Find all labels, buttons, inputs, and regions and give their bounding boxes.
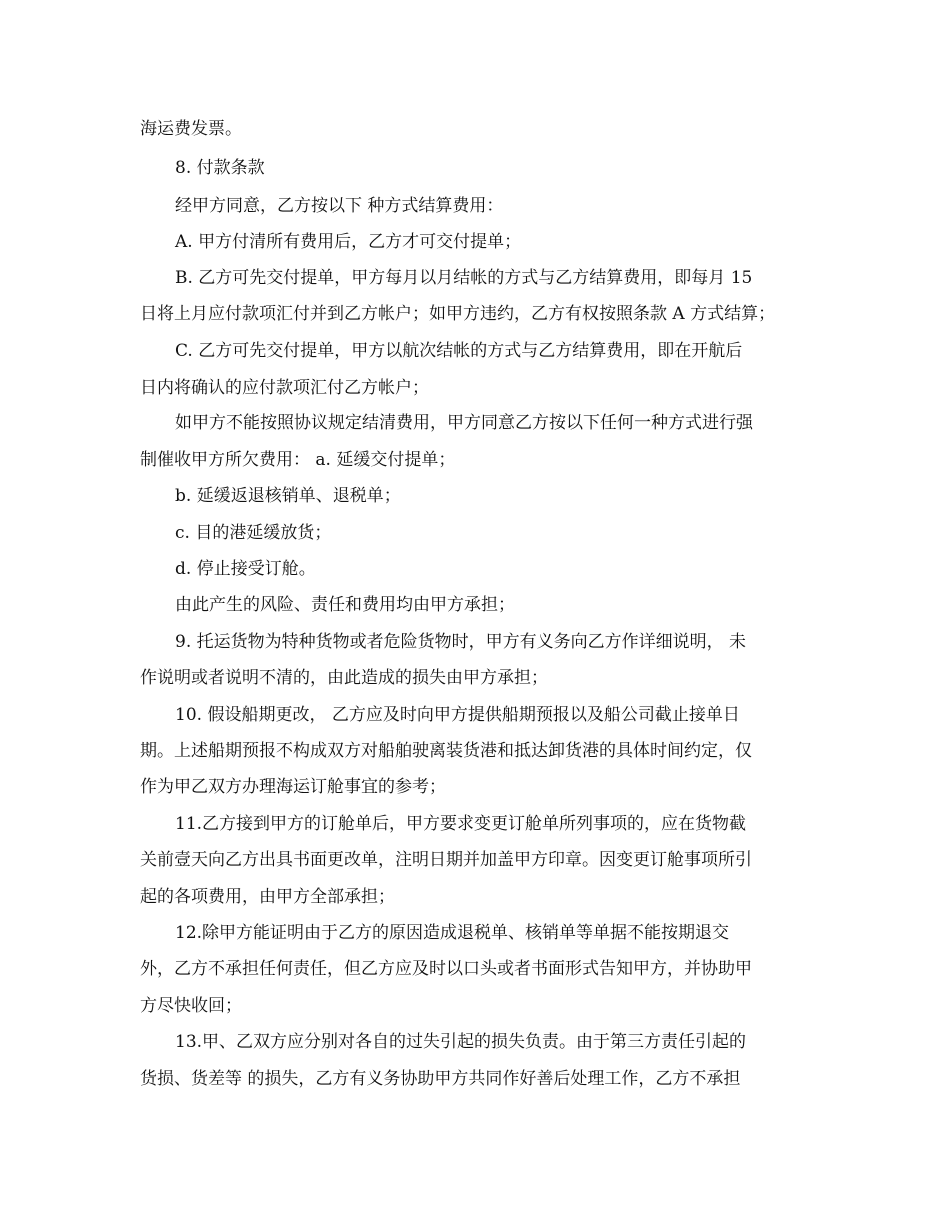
text-line: 日将上月应付款项汇付并到乙方帐户；如甲方违约，乙方有权按照条款 A 方式结算；: [140, 304, 776, 324]
text-line: 经甲方同意，乙方按以下 种方式结算费用：: [175, 196, 504, 216]
text-line: 由此产生的风险、责任和费用均由甲方承担；: [175, 595, 515, 615]
text-line: 10. 假设船期更改， 乙方应及时向甲方提供船期预报以及船公司截止接单日: [175, 705, 740, 725]
text-line: 外，乙方不承担任何责任，但乙方应及时以口头或者书面形式告知甲方，并协助甲: [140, 959, 752, 979]
text-line: 海运费发票。: [140, 119, 242, 139]
text-line: 11.乙方接到甲方的订舱单后，甲方要求变更订舱单所列事项的，应在货物截: [175, 814, 747, 834]
text-line: 9. 托运货物为特种货物或者危险货物时，甲方有义务向乙方作详细说明， 未: [175, 632, 747, 652]
list-item: c. 目的港延缓放货；: [175, 523, 332, 543]
text-line: 期。上述船期预报不构成双方对船舶驶离装货港和抵达卸货港的具体时间约定，仅: [140, 741, 752, 761]
text-line: 制催收甲方所欠费用： a. 延缓交付提单；: [140, 450, 456, 470]
text-line: 13.甲、乙双方应分别对各自的过失引起的损失负责。由于第三方责任引起的: [175, 1032, 747, 1052]
text-line: 12.除甲方能证明由于乙方的原因造成退税单、核销单等单据不能按期退交: [175, 923, 730, 943]
text-line: 如甲方不能按照协议规定结清费用，甲方同意乙方按以下任何一种方式进行强: [175, 413, 753, 433]
list-item: B. 乙方可先交付提单，甲方每月以月结帐的方式与乙方结算费用，即每月 15: [175, 268, 753, 288]
text-line: 关前壹天向乙方出具书面更改单，注明日期并加盖甲方印章。因变更订舱事项所引: [140, 850, 752, 870]
text-line: 作说明或者说明不清的，由此造成的损失由甲方承担；: [140, 668, 548, 688]
list-item: A. 甲方付清所有费用后，乙方才可交付提单；: [175, 232, 522, 252]
section-heading: 8. 付款条款: [175, 158, 265, 178]
list-item: b. 延缓返退核销单、退税单；: [175, 486, 401, 506]
list-item: C. 乙方可先交付提单，甲方以航次结帐的方式与乙方结算费用，即在开航后: [175, 341, 743, 361]
text-line: 日内将确认的应付款项汇付乙方帐户；: [140, 378, 429, 398]
text-line: 作为甲乙双方办理海运订舱事宜的参考；: [140, 777, 446, 797]
text-line: 货损、货差等 的损失，乙方有义务协助甲方共同作好善后处理工作，乙方不承担: [140, 1069, 741, 1089]
text-line: 方尽快收回；: [140, 996, 242, 1016]
text-line: 起的各项费用，由甲方全部承担；: [140, 887, 395, 907]
list-item: d. 停止接受订舱。: [175, 559, 316, 579]
